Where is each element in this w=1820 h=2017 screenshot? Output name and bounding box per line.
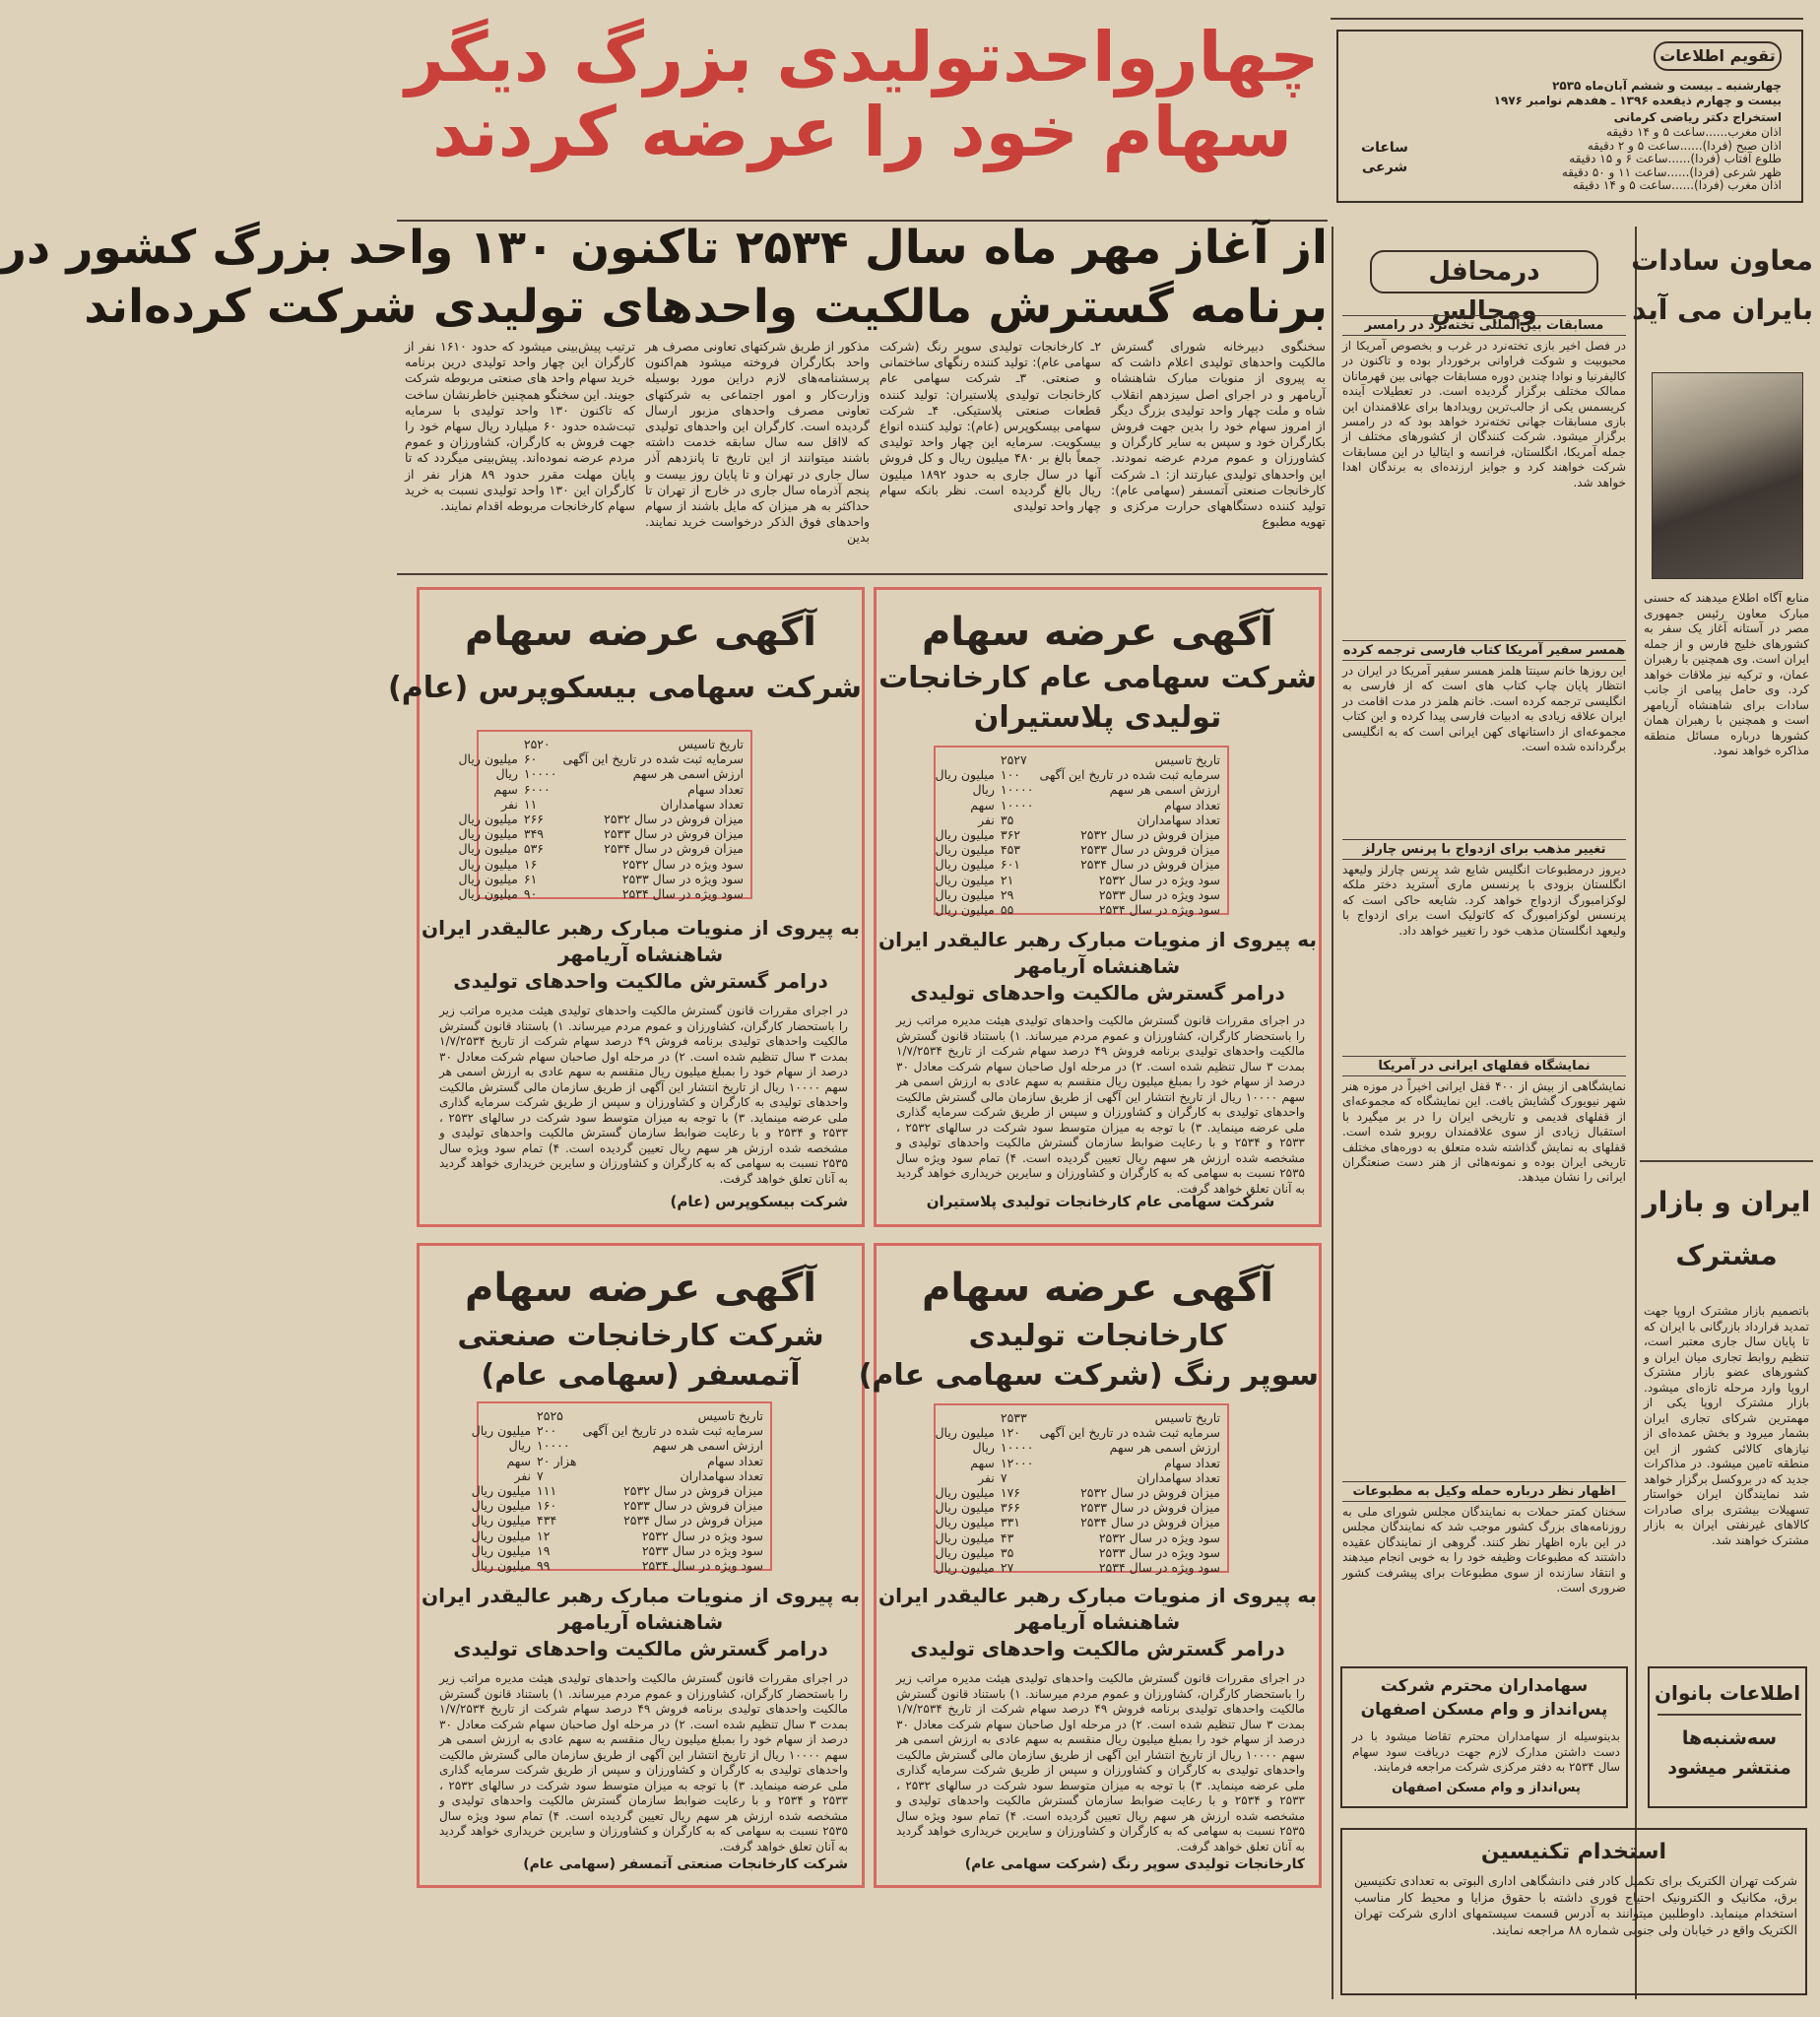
financial-table xyxy=(932,752,1223,917)
row-label: میزان فروش در سال ۲۵۳۲ xyxy=(604,812,744,827)
row-value: ۲۵۲۵ xyxy=(537,1408,563,1423)
table-row xyxy=(455,841,747,856)
housing-body: بدینوسیله از سهامداران محترم تقاضا میشود با در دست داشتن مدارک لازم جهت دریافت سود سهام سال ۲۵۳۴ به دفتر مرکزی شرکت مراجعه فرمایند. xyxy=(1352,1729,1620,1774)
row-unit xyxy=(455,737,520,751)
ad-banner-1: به پیروی از منویات مبارک رهبر عالیقدر ایران xyxy=(422,1584,860,1607)
row-label: میزان فروش در سال ۲۵۳۴ xyxy=(1080,1515,1220,1530)
table-row xyxy=(469,1408,766,1423)
row-label: سرمایه ثبت شده در تاریخ این آگهی xyxy=(582,1423,763,1439)
row-label: تعداد سهام xyxy=(687,781,744,797)
row-label: سرمایه ثبت شده در تاریخ این آگهی xyxy=(1039,1425,1220,1441)
table-row xyxy=(932,902,1223,917)
table-row xyxy=(932,857,1223,872)
side-story-1: منابع آگاه اطلاع میدهند که حسنی مبارک معاون رئیس جمهوری مصر در آستانه آغاز یک سفر به کشورهای خلیج فارس و از جمله ایران است. وی همچنین با رهبران عمان، و ترکیه نیز ملاقات خواهد کرد. وی حامل پیامی از جانب سادات برای شاهنشاه آریامهر است و همچنین با رهبران همان کشورها درباره مسائل منطقه مذاکره خواهد نمود. xyxy=(1644,591,1809,757)
row-label: سود ویژه در سال ۲۵۳۴ xyxy=(641,1558,763,1574)
row-label: سود ویژه در سال ۲۵۳۲ xyxy=(1098,1529,1220,1545)
row-label: میزان فروش در سال ۲۵۳۴ xyxy=(623,1513,763,1529)
ad-plastiran xyxy=(874,587,1322,1227)
ad-banner-2: شاهنشاه آریامهر xyxy=(557,1610,724,1634)
row-value: ۳۳۱ xyxy=(1000,1515,1021,1530)
table-row xyxy=(469,1543,766,1558)
row-value: ۶۰۰۰ xyxy=(523,781,551,797)
row-unit: ریال xyxy=(495,766,518,782)
row-unit: میلیون ریال xyxy=(458,751,518,767)
row-value: ۲۵۲۷ xyxy=(1000,752,1027,767)
sub-headline-line1: از آغاز مهر ماه سال ۲۵۳۴ تاکنون ۱۳۰ واحد بزرگ کشور در xyxy=(0,221,1328,275)
row-unit: میلیون ریال xyxy=(935,1515,995,1530)
section-heading: اظهار نظر درباره حمله وکیل به مطبوعات xyxy=(1342,1481,1626,1502)
row-unit: میلیون ریال xyxy=(935,902,995,918)
row-value: ۱۰۰ xyxy=(1000,767,1021,783)
table-row xyxy=(455,872,747,886)
ad-housing-shareholders xyxy=(1340,1666,1628,1808)
row-unit xyxy=(932,1410,997,1425)
ad-banner-3: درامر گسترش مالکیت واحدهای تولیدی xyxy=(910,1637,1285,1660)
table-row xyxy=(932,1456,1223,1470)
row-value: ۷ xyxy=(537,1467,544,1483)
row-value: ۳۶۲ xyxy=(1000,827,1021,843)
row-unit: میلیون ریال xyxy=(935,767,995,783)
row-value: ۲۵۲۰ xyxy=(523,737,551,751)
row-value: ۶۰ xyxy=(523,751,538,767)
table-row xyxy=(932,1500,1223,1515)
table-row xyxy=(932,1485,1223,1500)
row-value: ۱۰۰۰۰ xyxy=(537,1438,570,1454)
row-value: ۱۲ xyxy=(537,1528,551,1543)
row-unit: میلیون ریال xyxy=(935,827,995,843)
sub-headline-line2: برنامه گسترش مالکیت واحدهای تولیدی شرکت کرده‌اند xyxy=(84,280,1328,334)
row-unit: میلیون ریال xyxy=(458,826,518,842)
ad-title: آگهی عرضه سهام xyxy=(922,610,1273,655)
ad-footer: شرکت سهامی عام کارخانجات تولیدی پلاستیران xyxy=(926,1193,1275,1210)
row-value: ۱۶۰ xyxy=(537,1498,557,1514)
main-article-col2: ۲ـ کارخانجات تولیدی سوپر رنگ (شرکت سهامی عام): تولید کننده رنگهای ساختمانی و صنعتی. ۳ـ شرکت سهامی عام کارخانجات تولیدی پلاستیران: تولید کننده قطعات صنعتی پلاستیکی. ۴ـ شرکت سهامی بیسکوپرس (عام): تولید کننده انواع بیسکویت. سرمایه این چهار واحد تولیدی جمعاً بالغ بر ۴۸۰ میلیون ریال و کل فروش آنها در سال جاری به حدود ۱۸۹۲ میلیون ریال بالغ گردیده است. نظر بانکه سهام چهار واحد تولیدی xyxy=(879,339,1101,514)
column-divider-side xyxy=(1635,227,1637,1999)
table-row xyxy=(455,751,747,766)
row-label: میزان فروش در سال ۲۵۳۳ xyxy=(1080,842,1220,858)
row-label: میزان فروش در سال ۲۵۳۳ xyxy=(1080,1500,1220,1516)
row-unit: میلیون ریال xyxy=(935,857,995,873)
row-value: ۱۲۰ xyxy=(1000,1425,1021,1441)
ad-company-name: شرکت سهامی عام کارخانجات xyxy=(878,661,1318,695)
table-row xyxy=(932,873,1223,887)
row-label: سود ویژه در سال ۲۵۳۲ xyxy=(641,1528,763,1543)
table-row xyxy=(455,737,747,751)
hiring-title: استخدام تکنیسین xyxy=(1480,1840,1667,1864)
row-value: ۱۰۰۰۰ xyxy=(1000,782,1034,798)
main-headline-line1: چهارواحدتولیدی بزرگ دیگر xyxy=(405,17,1320,98)
row-unit: میلیون ریال xyxy=(935,1560,995,1576)
calendar-date-1: چهارشنبه ـ بیست و ششم آبان‌ماه ۲۵۳۵ xyxy=(1552,79,1782,93)
row-label: ارزش اسمی هر سهم xyxy=(1109,1440,1220,1456)
row-unit xyxy=(469,1408,534,1423)
row-unit: نفر xyxy=(978,812,995,827)
row-value: ۱۰۰۰۰ xyxy=(523,766,557,782)
ad-company-name: شرکت کارخانجات صنعتی xyxy=(457,1319,824,1353)
row-unit: میلیون ریال xyxy=(935,886,995,902)
row-value: ۵۳۶ xyxy=(523,841,545,857)
table-row xyxy=(932,842,1223,857)
calendar-row: اذان مغرب (فردا)......ساعت ۵ و ۱۴ دقیقه xyxy=(1572,178,1782,193)
calendar-row: اذان صبح (فردا)......ساعت ۵ و ۲ دقیقه xyxy=(1587,138,1782,153)
financial-table xyxy=(455,737,747,901)
financial-table xyxy=(469,1408,766,1573)
row-value: ۷ xyxy=(1000,1469,1008,1485)
side-headline-1: معاون سادات xyxy=(1631,244,1813,277)
side-news-column xyxy=(1631,228,1813,1696)
ad-biscopres xyxy=(388,587,865,1227)
womens-title: اطلاعات بانوان xyxy=(1654,1681,1801,1705)
row-unit: میلیون ریال xyxy=(935,1425,995,1441)
row-value: ۵۵ xyxy=(1000,902,1014,918)
ad-financial-table xyxy=(458,730,752,902)
ad-title: آگهی عرضه سهام xyxy=(922,1266,1273,1311)
row-value: ۲۰ هزار xyxy=(537,1453,577,1468)
row-unit: میلیون ریال xyxy=(471,1423,532,1439)
section-heading: تغییر مذهب برای ازدواج با پرنس چارلز xyxy=(1342,839,1626,860)
ad-company-name-2: آتمسفر (سهامی عام) xyxy=(481,1358,801,1393)
calendar-box xyxy=(1336,30,1803,203)
row-value: ۱۶ xyxy=(523,856,538,872)
row-unit: میلیون ریال xyxy=(471,1542,532,1558)
row-unit: میلیون ریال xyxy=(458,856,518,872)
calendar-source: استخراج دکتر ریاضی کرمانی xyxy=(1613,110,1782,124)
row-value: ۳۴۹ xyxy=(523,826,545,842)
calendar-title: تقویم اطلاعات xyxy=(1654,41,1782,71)
ad-banner-1: به پیروی از منویات مبارک رهبر عالیقدر ایران xyxy=(878,928,1317,951)
table-row xyxy=(469,1513,766,1528)
main-article-col3: مذکور از طریق شرکتهای تعاونی مصرف هر واحد بکارگران فروخته میشود هم‌اکنون پرسشنامه‌های لازم دراین مورد بوسیله وزارت‌کار و امور اجتماعی به شرکتهای تعاونی مصرف واحدهای مزبور ارسال گردیده است. کارگران این واحدهای تولیدی که لااقل سه سال سابقه خدمت داشته باشند میتوانند از این تاریخ تا پانزدهم آذر سال جاری در تهران و تا پایان روز بیست و پنجم آذرماه سال جاری در خارج از تهران تا حداکثر به هر میزان که مایل باشند از سهام واحدهای فوق الذکر درخواست خرید نمایند. بدین xyxy=(645,339,870,546)
row-unit: نفر xyxy=(514,1467,532,1483)
table-row xyxy=(469,1423,766,1438)
housing-title-2: پس‌انداز و وام مسکن اصفهان xyxy=(1360,1700,1608,1720)
table-row xyxy=(455,812,747,826)
section-body: دیروز درمطبوعات انگلیس شایع شد پرنس چارلز ولیعهد انگلستان بزودی با پرنسس ماری آسترید دختر ملکه لوکزامبورگ ازدواج خواهد کرد. شایعه حاکی است که پرنسس لوکزامبورگ که کاتولیک است برای ازدواج با ولیعهد انگلستان مذهب خود را تغییر خواهد داد. xyxy=(1342,863,1626,938)
table-row xyxy=(932,1410,1223,1425)
gatherings-column xyxy=(1338,234,1630,1702)
table-row xyxy=(455,766,747,781)
ad-banner-3: درامر گسترش مالکیت واحدهای تولیدی xyxy=(453,1637,828,1660)
row-unit: میلیون ریال xyxy=(458,886,518,902)
financial-table xyxy=(932,1410,1223,1575)
table-row xyxy=(932,1470,1223,1485)
ad-footer: کارخانجات تولیدی سوپر رنگ (شرکت سهامی عام) xyxy=(964,1856,1305,1872)
table-row xyxy=(932,813,1223,827)
ad-atmosfer xyxy=(417,1243,865,1888)
table-row xyxy=(469,1558,766,1573)
row-label: تاریخ تاسیس xyxy=(678,737,744,751)
row-label: میزان فروش در سال ۲۵۳۴ xyxy=(604,841,744,857)
row-unit: میلیون ریال xyxy=(471,1483,532,1499)
row-unit: میلیون ریال xyxy=(471,1498,532,1514)
row-unit: میلیون ریال xyxy=(935,1529,995,1545)
table-row xyxy=(469,1498,766,1513)
ad-body: در اجرای مقررات قانون گسترش مالکیت واحدهای تولیدی هیئت مدیره مراتب زیر را باستحضار کارگران، کشاورزان و عموم مردم میرساند. ۱) باستناد قانون گسترش مالکیت واحدهای تولیدی برنامه فروش ۴۹ درصد سهام شرکت از تاریخ ۱/۷/۲۵۳۴ بمدت ۳ سال تنظیم شده است. ۲) در مرحله اول صاحبان سهام شرکت معادل ۳۰ درصد از سهام خود را بمبلغ میلیون ریال منقسم به سهم عادی به ارزش اسمی هر سهم ۱۰۰۰۰ ریال از تاریخ انتشار این آگهی از طریق سازمان مالی گسترش مالکیت واحدهای تولیدی به کارگران و کشاورزان و سپس از طریق شرکت سرمایه گذاری ملی عرضه مینماید. ۳) با توجه به میزان متوسط سود شرکت در سالهای ۲۵۳۲ ، ۲۵۳۳ و ۲۵۳۴ و با رعایت ضوابط سازمان گسترش مالکیت واحدهای تولیدی و مشخصه شده ارزش هر سهم ریال تعیین گردیده است. ۴) تمام سود ویژه سال ۲۵۳۵ نسبت به سهامی که به کارگران و کشاورزان و سایرین خریداری خواهد گردید به آنان تعلق خواهد گرفت. xyxy=(439,1004,849,1186)
table-row xyxy=(932,1560,1223,1575)
side-headline-4: مشترک xyxy=(1675,1239,1778,1271)
housing-sign: پس‌انداز و وام مسکن اصفهان xyxy=(1392,1781,1581,1795)
row-value: ۴۳ xyxy=(1000,1529,1014,1545)
row-label: میزان فروش در سال ۲۵۳۲ xyxy=(1080,827,1220,843)
row-label: تاریخ تاسیس xyxy=(1154,752,1220,767)
table-row xyxy=(455,886,747,901)
ad-financial-table xyxy=(934,746,1229,918)
row-value: ۳۶۶ xyxy=(1000,1500,1021,1516)
row-value: ۴۳۴ xyxy=(537,1513,557,1529)
calendar-row: اذان مغرب......ساعت ۵ و ۱۴ دقیقه xyxy=(1606,125,1782,139)
row-value: ۴۵۳ xyxy=(1000,842,1021,858)
row-label: تعداد سهامداران xyxy=(1137,1469,1220,1485)
ad-financial-table xyxy=(934,1403,1229,1576)
row-unit xyxy=(932,752,997,767)
gatherings-title: درمحافل ومجالس xyxy=(1370,250,1598,293)
womens-subtitle: سه‌شنبه‌ها منتشر میشود xyxy=(1667,1727,1791,1779)
row-label: سود ویژه در سال ۲۵۳۴ xyxy=(621,886,744,902)
row-value: ۳۵ xyxy=(1000,812,1014,827)
row-unit: ریال xyxy=(972,1440,995,1456)
table-row xyxy=(932,827,1223,842)
ad-banner-1: به پیروی از منویات مبارک رهبر عالیقدر ایران xyxy=(878,1584,1317,1607)
row-label: سرمایه ثبت شده در تاریخ این آگهی xyxy=(562,751,744,767)
ad-company-name: شرکت سهامی بیسکوپرس (عام) xyxy=(388,671,862,705)
row-unit: میلیون ریال xyxy=(458,871,518,886)
ad-technician-hiring xyxy=(1340,1828,1807,1995)
row-label: سود ویژه در سال ۲۵۳۳ xyxy=(1098,886,1220,902)
row-unit: میلیون ریال xyxy=(935,842,995,858)
ad-banner-1: به پیروی از منویات مبارک رهبر عالیقدر ایران xyxy=(422,916,860,940)
column-divider-main xyxy=(1332,227,1333,1999)
side-story-2: باتصمیم بازار مشترک اروپا جهت تمدید قرارداد بازرگانی با ایران که تا پایان سال جاری معتبر است، تنظیم روابط تجاری میان ایران و کشورهای عضو بازار مشترک اروپا وارد مرحله تازه‌ای میشود. بازار مشترک اروپا یکی از مهمترین شرکای تجاری ایران بشمار میرود و بخش عمده‌ای از نیازهای کالائی کشور از این منطقه تامین میشود. در مذاکرات جدید که در بروکسل برگزار خواهد شد نمایندگان ایران خواستار تسهیلات بیشتری برای صادرات کالاهای غیرنفتی ایران به بازار مشترک خواهند شد. xyxy=(1644,1304,1809,1547)
table-row xyxy=(469,1529,766,1543)
table-row xyxy=(932,1515,1223,1529)
portrait-photo xyxy=(1652,372,1803,579)
row-value: ۱۰۰۰۰ xyxy=(1000,797,1034,813)
ad-body: در اجرای مقررات قانون گسترش مالکیت واحدهای تولیدی هیئت مدیره مراتب زیر را باستحضار کارگران، کشاورزان و عموم مردم میرساند. ۱) باستناد قانون گسترش مالکیت واحدهای تولیدی برنامه فروش ۴۹ درصد سهام شرکت از تاریخ ۱/۷/۲۵۳۴ بمدت ۳ سال تنظیم شده است. ۲) در مرحله اول صاحبان سهام شرکت معادل ۳۰ درصد از سهام خود را بمبلغ میلیون ریال منقسم به سهم عادی به ارزش اسمی هر سهم ۱۰۰۰۰ ریال از تاریخ انتشار این آگهی از طریق سازمان مالی گسترش مالکیت واحدهای تولیدی به کارگران و کشاورزان و سپس از طریق شرکت سرمایه گذاری ملی عرضه مینماید. ۳) با توجه به میزان متوسط سود شرکت در سالهای ۲۵۳۲ ، ۲۵۳۳ و ۲۵۳۴ و با رعایت ضوابط سازمان گسترش مالکیت واحدهای تولیدی و مشخصه شده ارزش هر سهم ریال تعیین گردیده است. ۴) تمام سود ویژه سال ۲۵۳۵ نسبت به سهامی که به کارگران و کشاورزان و سایرین خریداری خواهد گردید به آنان تعلق خواهد گرفت. xyxy=(896,1013,1306,1196)
ad-body: در اجرای مقررات قانون گسترش مالکیت واحدهای تولیدی هیئت مدیره مراتب زیر را باستحضار کارگران، کشاورزان و عموم مردم میرساند. ۱) باستناد قانون گسترش مالکیت واحدهای تولیدی برنامه فروش ۴۹ درصد سهام شرکت از تاریخ ۱/۷/۲۵۳۴ بمدت ۳ سال تنظیم شده است. ۲) در مرحله اول صاحبان سهام شرکت معادل ۳۰ درصد از سهام خود را بمبلغ میلیون ریال منقسم به سهم عادی به ارزش اسمی هر سهم ۱۰۰۰۰ ریال از تاریخ انتشار این آگهی از طریق سازمان مالی گسترش مالکیت واحدهای تولیدی به کارگران و کشاورزان و سپس از طریق شرکت سرمایه گذاری ملی عرضه مینماید. ۳) با توجه به میزان متوسط سود شرکت در سالهای ۲۵۳۲ ، ۲۵۳۳ و ۲۵۳۴ و با رعایت ضوابط سازمان گسترش مالکیت واحدهای تولیدی و مشخصه شده ارزش هر سهم ریال تعیین گردیده است. ۴) تمام سود ویژه سال ۲۵۳۵ نسبت به سهامی که به کارگران و کشاورزان و سایرین خریداری خواهد گردید به آنان تعلق خواهد گرفت. xyxy=(896,1671,1306,1854)
row-label: سود ویژه در سال ۲۵۳۳ xyxy=(621,871,744,886)
ad-title: آگهی عرضه سهام xyxy=(465,1266,816,1311)
section-body: سخنان کمتر حملات به نمایندگان مجلس شورای ملی به روزنامه‌های بزرگ کشور موجب شد که نمایندگان مجلس در این باره اظهار نظر کنند. گروهی از نمایندگان عقیده داشتند که مطبوعات وظیفه خود را به خوبی انجام میدهند و انتقاد سازنده از سوی مطبوعات برای پیشرفت کشور ضروری است. xyxy=(1342,1505,1626,1595)
row-label: سود ویژه در سال ۲۵۳۳ xyxy=(641,1542,763,1558)
row-label: تاریخ تاسیس xyxy=(1154,1410,1220,1425)
calendar-side-label: ساعات شرعی xyxy=(1361,140,1408,175)
ad-body: در اجرای مقررات قانون گسترش مالکیت واحدهای تولیدی هیئت مدیره مراتب زیر را باستحضار کارگران، کشاورزان و عموم مردم میرساند. ۱) باستناد قانون گسترش مالکیت واحدهای تولیدی برنامه فروش ۴۹ درصد سهام شرکت از تاریخ ۱/۷/۲۵۳۴ بمدت ۳ سال تنظیم شده است. ۲) در مرحله اول صاحبان سهام شرکت معادل ۳۰ درصد از سهام خود را بمبلغ میلیون ریال منقسم به سهم عادی به ارزش اسمی هر سهم ۱۰۰۰۰ ریال از تاریخ انتشار این آگهی از طریق سازمان مالی گسترش مالکیت واحدهای تولیدی به کارگران و کشاورزان و سپس از طریق شرکت سرمایه گذاری ملی عرضه مینماید. ۳) با توجه به میزان متوسط سود شرکت در سالهای ۲۵۳۲ ، ۲۵۳۳ و ۲۵۳۴ و با رعایت ضوابط سازمان گسترش مالکیت واحدهای تولیدی و مشخصه شده ارزش هر سهم ریال تعیین گردیده است. ۴) تمام سود ویژه سال ۲۵۳۵ نسبت به سهامی که به کارگران و کشاورزان و سایرین خریداری خواهد گردید به آنان تعلق خواهد گرفت. xyxy=(439,1671,849,1854)
side-headline-2: بایران می آید xyxy=(1632,293,1813,326)
row-value: ۲۱ xyxy=(1000,872,1014,887)
table-row xyxy=(932,1425,1223,1440)
table-row xyxy=(469,1468,766,1483)
ad-footer: شرکت کارخانجات صنعتی آتمسفر (سهامی عام) xyxy=(523,1856,848,1872)
row-value: ۹۹ xyxy=(537,1558,551,1574)
table-row xyxy=(932,798,1223,813)
row-value: ۲۵۳۳ xyxy=(1000,1410,1027,1425)
row-value: ۲۰۰ xyxy=(537,1423,557,1439)
calendar-row: طلوع آفتاب (فردا)......ساعت ۶ و ۱۵ دقیقه xyxy=(1569,152,1782,166)
row-value: ۱۱ xyxy=(523,796,538,812)
ad-banner-3: درامر گسترش مالکیت واحدهای تولیدی xyxy=(453,969,828,993)
calendar-date-2: بیست و چهارم ذیقعده ۱۳۹۶ ـ هفدهم نوامبر ۱۹۷۶ xyxy=(1493,94,1782,107)
table-row xyxy=(469,1454,766,1468)
row-label: میزان فروش در سال ۲۵۳۳ xyxy=(604,826,744,842)
ad-company-name-2: سوپر رنگ (شرکت سهامی عام) xyxy=(858,1358,1319,1393)
table-row xyxy=(932,1530,1223,1545)
row-value: ۱۲۰۰۰ xyxy=(1000,1455,1034,1470)
table-row xyxy=(932,1545,1223,1560)
row-unit: نفر xyxy=(978,1469,995,1485)
table-row xyxy=(932,887,1223,902)
table-row xyxy=(455,826,747,841)
row-label: سرمایه ثبت شده در تاریخ این آگهی xyxy=(1039,767,1220,783)
row-label: ارزش اسمی هر سهم xyxy=(1109,782,1220,798)
calendar-times xyxy=(1447,126,1782,193)
ad-financial-table xyxy=(471,1401,772,1574)
row-unit: میلیون ریال xyxy=(471,1513,532,1529)
row-unit: میلیون ریال xyxy=(458,841,518,857)
row-unit: میلیون ریال xyxy=(471,1558,532,1574)
row-unit: میلیون ریال xyxy=(935,1544,995,1560)
table-row xyxy=(932,752,1223,767)
ad-banner-3: درامر گسترش مالکیت واحدهای تولیدی xyxy=(910,981,1285,1005)
section-heading: مسابقات بین‌المللی تخته‌نرد در رامسر xyxy=(1342,315,1626,336)
row-label: تعداد سهام xyxy=(707,1453,763,1468)
row-label: سود ویژه در سال ۲۵۳۲ xyxy=(1098,872,1220,887)
row-unit: نفر xyxy=(501,796,518,812)
row-label: تعداد سهام xyxy=(1164,1455,1220,1470)
row-unit: ریال xyxy=(508,1438,532,1454)
row-label: سود ویژه در سال ۲۵۳۲ xyxy=(621,856,744,872)
table-row xyxy=(455,782,747,797)
row-label: میزان فروش در سال ۲۵۳۲ xyxy=(1080,1485,1220,1501)
row-label: ارزش اسمی هر سهم xyxy=(632,766,744,782)
ad-footer: شرکت بیسکوپرس (عام) xyxy=(670,1193,848,1210)
table-row xyxy=(455,797,747,812)
row-label: تعداد سهامداران xyxy=(660,796,744,812)
row-value: ۶۰۱ xyxy=(1000,857,1021,873)
side-headline-3: ایران و بازار xyxy=(1642,1186,1811,1218)
ad-womens-magazine xyxy=(1648,1666,1807,1808)
table-row xyxy=(932,1440,1223,1455)
ad-superrang xyxy=(858,1243,1322,1888)
table-row xyxy=(455,857,747,872)
row-unit: سهم xyxy=(493,781,518,797)
row-value: ۱۹ xyxy=(537,1542,551,1558)
row-label: میزان فروش در سال ۲۵۳۴ xyxy=(1080,857,1220,873)
row-unit: میلیون ریال xyxy=(935,1485,995,1501)
main-headline-line2: سهام خود را عرضه کردند xyxy=(431,92,1293,172)
table-row xyxy=(469,1483,766,1498)
row-unit: سهم xyxy=(506,1453,532,1468)
row-label: سود ویژه در سال ۲۵۳۳ xyxy=(1098,1544,1220,1560)
table-row xyxy=(932,767,1223,782)
calendar-row: ظهر شرعی (فردا)......ساعت ۱۱ و ۵۰ دقیقه xyxy=(1561,164,1782,179)
row-value: ۳۵ xyxy=(1000,1544,1014,1560)
table-row xyxy=(469,1438,766,1453)
main-article-col4: ترتیب پیش‌بینی میشود که حدود ۱۶۱۰ نفر از کارگران این چهار واحد تولیدی درین برنامه خرید سهام واحد های صنعتی مربوطه شرکت جویند. این سخنگو همچنین خاطرنشان ساخت که تاکنون ۱۳۰ واحد تولیدی با سرمایه تبت‌شده حدود ۶۰ میلیارد ریال سهام خود را جهت فروش به کارگران، کشاورزان و عموم مردم عرضه نموده‌اند. پیش‌بینی میگردد که تا پایان مهلت مقرر حدود ۸۹ هزار نفر از کارگران این ۱۳۰ واحد تولیدی نسبت به خرید سهام کارخانجات مربوطه اقدام نمایند. xyxy=(405,339,636,514)
section-body: در فصل اخیر بازی تخته‌نرد در غرب و بخصوص آمریکا از محبوبیت و شوکت فراوانی برخوردار بوده و تاکنون در کالیفرنیا و نوادا چندین دوره مسابقات جهانی بین قهرمانان ممالک مختلف برگزار گردیده است. در تعطیلات آینده کریسمس یکی از جالب‌ترین رویدادها برای علاقمندان این بازی مسابقات جهانی تخته‌نرد خواهد بود که در رامسر برگزار میشود. شرکت کنندگان از کشورهای مختلف از جمله آمریکا، انگلستان، فرانسه و ایتالیا در این مسابقات شرکت خواهند کرد و جوایز ارزنده‌ای به برندگان اهدا خواهد شد. xyxy=(1342,339,1626,489)
side-divider xyxy=(1640,1160,1813,1162)
row-unit: میلیون ریال xyxy=(935,1500,995,1516)
row-label: تعداد سهام xyxy=(1164,797,1220,813)
row-unit: سهم xyxy=(970,797,995,813)
article-bottom-rule xyxy=(397,573,1328,575)
row-unit: ریال xyxy=(972,782,995,798)
row-label: سود ویژه در سال ۲۵۳۴ xyxy=(1098,902,1220,918)
section-heading: نمایشگاه قفلهای ایرانی در آمریکا xyxy=(1342,1056,1626,1076)
row-value: ۲۷ xyxy=(1000,1560,1014,1576)
row-unit: میلیون ریال xyxy=(471,1528,532,1543)
ad-title: آگهی عرضه سهام xyxy=(465,610,816,655)
ad-banner-2: شاهنشاه آریامهر xyxy=(1014,954,1181,978)
row-label: میزان فروش در سال ۲۵۳۲ xyxy=(623,1483,763,1499)
row-value: ۱۰۰۰۰ xyxy=(1000,1440,1034,1456)
ad-company-name: کارخانجات تولیدی xyxy=(968,1319,1227,1353)
row-label: تاریخ تاسیس xyxy=(697,1408,763,1423)
row-unit: سهم xyxy=(970,1455,995,1470)
ad-company-name-2: تولیدی پلاستیران xyxy=(973,700,1222,735)
table-row xyxy=(932,782,1223,797)
ad-banner-2: شاهنشاه آریامهر xyxy=(557,943,724,966)
row-label: ارزش اسمی هر سهم xyxy=(652,1438,763,1454)
section-body: نمایشگاهی از بیش از ۴۰۰ قفل ایرانی اخیراً در موزه هنر شهر نیویورک گشایش یافت. این نمایشگاه که مجموعه‌ای از قفلهای قدیمی و تاریخی ایران را در بر میگیرد با استقبال زیادی از سوی علاقمندان روبرو شده است. قفلهای به نمایش گذاشته شده متعلق به دوره‌های مختلف تاریخی ایران بوده و نمونه‌هائی از هنر دست صنعتگران ایرانی را نشان میدهد. xyxy=(1342,1079,1626,1185)
row-label: سود ویژه در سال ۲۵۳۴ xyxy=(1098,1560,1220,1576)
row-label: تعداد سهامداران xyxy=(680,1467,763,1483)
row-value: ۶۱ xyxy=(523,871,538,886)
section-heading: همسر سفیر آمریکا کتاب فارسی ترجمه کرده xyxy=(1342,640,1626,661)
section-body: این روزها خانم سینتا هلمز همسر سفیر آمریکا در ایران در انتظار پایان چاپ کتاب های است که از فارسی به انگلیسی ترجمه کرده است. خانم هلمز در مدت اقامت در ایران علاقه زیادی به ادبیات فارسی پیدا کرده و این کتاب مجموعه‌ای از داستانهای کهن ایرانی است که به انگلیسی برگردانده شده است. xyxy=(1342,664,1626,754)
main-article-col1: سخنگوی دبیرخانه شورای گسترش مالکیت واحدهای تولیدی اعلام داشت که به پیروی از منویات مبارک شاهنشاه آریامهر و در اجرای اصل سیزدهم انقلاب شاه و ملت چهار واحد تولیدی بزرگ دیگر از امروز سهام خود را بدین جهت فروش بکارگران خود و سپس به سایر کارگران و کشاورزان و عموم مردم عرضه نمودند. این واحدهای تولیدی عبارتند از: ۱ـ شرکت کارخانجات صنعتی آتمسفر (سهامی عام): تولید کننده دستگاههای حرارت مرکزی و تهویه مطبوع xyxy=(1111,339,1326,530)
womens-divider xyxy=(1658,1714,1801,1716)
row-unit: میلیون ریال xyxy=(935,872,995,887)
row-value: ۱۱۱ xyxy=(537,1483,557,1499)
row-value: ۱۷۶ xyxy=(1000,1485,1021,1501)
row-value: ۹۰ xyxy=(523,886,538,902)
hiring-body: شرکت تهران الکتریک برای تکمیل کادر فنی دانشگاهی اداری البوتی به تعدادی تکنیسین برق، مکانیک و الکترونیک احتیاج فوری داشته با حقوق مزایا و محیط کار مناسب استخدام مینماید. داوطلبین میتوانند به آدرس قسمت سیستمهای اداری شرکت تهران الکتریک واقع در خیابان ولی جنوبی شماره ۸۸ مراجعه نمایند. xyxy=(1354,1873,1797,1937)
row-value: ۲۹ xyxy=(1000,886,1014,902)
row-unit: میلیون ریال xyxy=(458,812,518,827)
row-value: ۲۶۶ xyxy=(523,812,545,827)
top-rule xyxy=(1331,18,1803,20)
row-label: میزان فروش در سال ۲۵۳۳ xyxy=(623,1498,763,1514)
housing-title-1: سهامداران محترم شرکت xyxy=(1380,1676,1589,1696)
ad-banner-2: شاهنشاه آریامهر xyxy=(1014,1610,1181,1634)
row-label: تعداد سهامداران xyxy=(1137,812,1220,827)
